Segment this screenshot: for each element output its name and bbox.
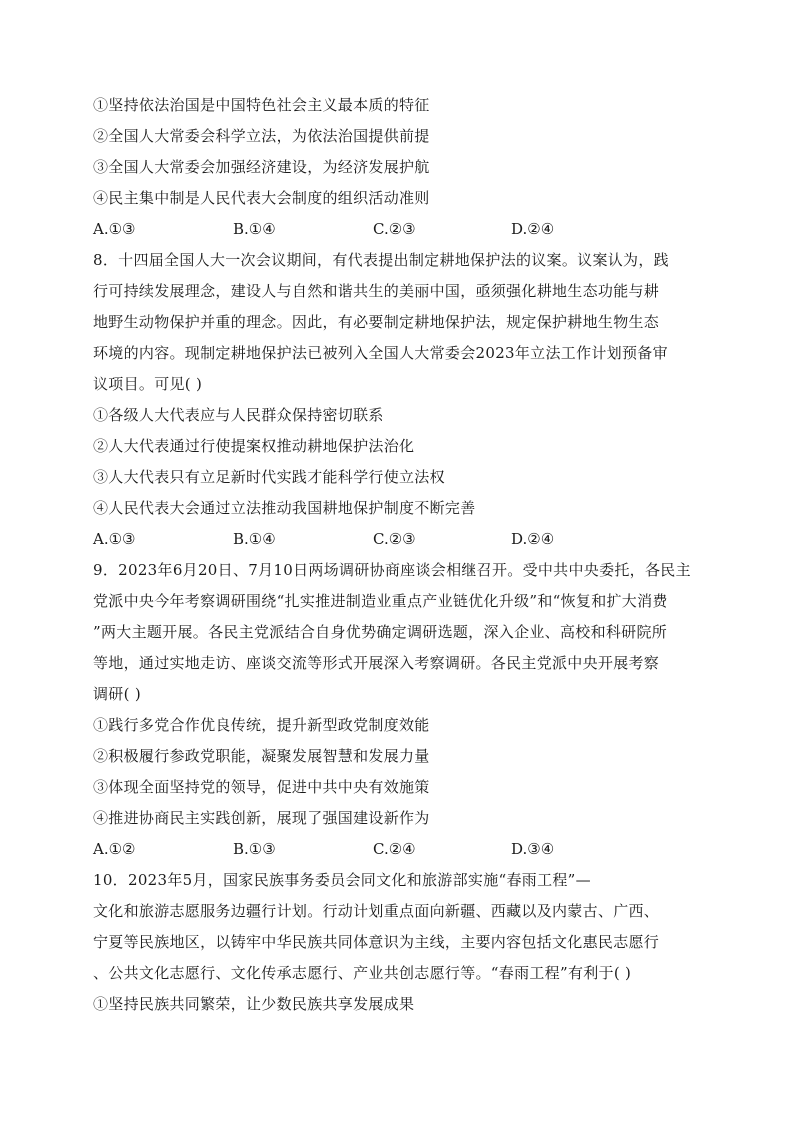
- q8-item-2: ②人大代表通过行使提案权推动耕地保护法治化: [93, 437, 415, 455]
- q9-option-a: A.①②: [93, 840, 136, 858]
- q8-option-d: D.②④: [511, 530, 555, 548]
- q7-options: [93, 214, 708, 245]
- exam-page: [93, 90, 708, 1020]
- q9-option-d: D.③④: [511, 840, 555, 858]
- q9-stem-line-3: ”两大主题开展。各民主党派结合自身优势确定调研选题，深入企业、高校和科研院所: [93, 623, 668, 641]
- q7-item-3: ③全国人大常委会加强经济建设，为经济发展护航: [93, 158, 430, 176]
- q9-option-c: C.②④: [373, 840, 416, 858]
- q8-item-4: ④人民代表大会通过立法推动我国耕地保护制度不断完善: [93, 499, 476, 517]
- q7-option-c: C.②③: [373, 220, 416, 238]
- q8-option-b: B.①④: [233, 530, 276, 548]
- q8-options: [93, 524, 708, 555]
- question-8: [93, 245, 708, 555]
- q9-stem-line-2: 党派中央今年考察调研围绕“扎实推进制造业重点产业链优化升级”和“恢复和扩大消费: [93, 592, 668, 610]
- q8-item-3: ③人大代表只有立足新时代实践才能科学行使立法权: [93, 468, 445, 486]
- q7-option-d: D.②④: [511, 220, 555, 238]
- q9-stem-line-4: 等地，通过实地走访、座谈交流等形式开展深入考察调研。各民主党派中央开展考察: [93, 654, 660, 672]
- q8-stem-line-4: 环境的内容。现制定耕地保护法已被列入全国人大常委会2023年立法工作计划预备审: [93, 344, 668, 362]
- question-9: [93, 555, 708, 865]
- q9-option-b: B.①③: [233, 840, 276, 858]
- q8-stem-line-2: 行可持续发展理念，建设人与自然和谐共生的美丽中国，亟须强化耕地生态功能与耕: [93, 282, 660, 300]
- q9-stem-line-5: 调研( ): [93, 685, 141, 703]
- q8-stem-line-3: 地野生动物保护并重的理念。因此，有必要制定耕地保护法，规定保护耕地生物生态: [93, 313, 660, 331]
- q8-stem-line-1: 8．十四届全国人大一次会议期间，有代表提出制定耕地保护法的议案。议案认为，践: [93, 251, 669, 269]
- q10-stem-line-3: 宁夏等民族地区，以铸牢中华民族共同体意识为主线，主要内容包括文化惠民志愿行: [93, 933, 660, 951]
- q10-item-1: ①坚持民族共同繁荣，让少数民族共享发展成果: [93, 995, 415, 1013]
- question-10: [93, 865, 708, 1020]
- q8-item-1: ①各级人大代表应与人民群众保持密切联系: [93, 406, 384, 424]
- q7-option-b: B.①④: [233, 220, 276, 238]
- q9-item-1: ①践行多党合作优良传统，提升新型政党制度效能: [93, 716, 430, 734]
- q7-item-4: ④民主集中制是人民代表大会制度的组织活动准则: [93, 189, 430, 207]
- q9-item-3: ③体现全面坚持党的领导，促进中共中央有效施策: [93, 778, 430, 796]
- q9-item-2: ②积极履行参政党职能，凝聚发展智慧和发展力量: [93, 747, 430, 765]
- q10-stem-line-2: 文化和旅游志愿服务边疆行计划。行动计划重点面向新疆、西藏以及内蒙古、广西、: [93, 902, 660, 920]
- q8-option-c: C.②③: [373, 530, 416, 548]
- q10-stem-line-1: 10．2023年5月，国家民族事务委员会同文化和旅游部实施“春雨工程”—: [93, 871, 591, 889]
- q9-options: [93, 834, 708, 865]
- q10-stem-line-4: 、公共文化志愿行、文化传承志愿行、产业共创志愿行等。“春雨工程”有利于( ): [93, 964, 632, 982]
- q8-option-a: A.①③: [93, 530, 136, 548]
- q9-item-4: ④推进协商民主实践创新，展现了强国建设新作为: [93, 809, 430, 827]
- q7-item-1: ①坚持依法治国是中国特色社会主义最本质的特征: [93, 96, 430, 114]
- q8-stem-line-5: 议项目。可见( ): [93, 375, 203, 393]
- question-7-tail: [93, 90, 708, 245]
- q9-stem-line-1: 9．2023年6月20日、7月10日两场调研协商座谈会相继召开。受中共中央委托，各民主: [93, 561, 691, 579]
- q7-option-a: A.①③: [93, 220, 136, 238]
- q7-item-2: ②全国人大常委会科学立法，为依法治国提供前提: [93, 127, 430, 145]
